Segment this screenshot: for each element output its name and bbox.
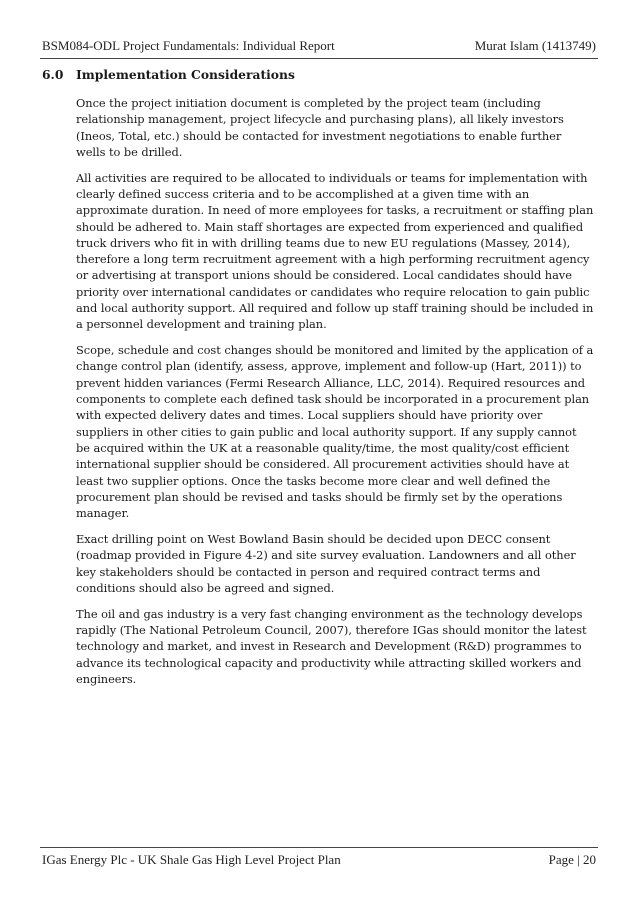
section-number: 6.0 bbox=[42, 67, 64, 82]
body-text bbox=[76, 95, 594, 697]
footer-document-title: IGas Energy Plc - UK Shale Gas High Level Project Plan bbox=[42, 852, 341, 867]
paragraph: Exact drilling point on West Bowland Basin should be decided upon DECC consent (roadmap provided in Figure 4-2) and site survey evaluation. Landowners and all other key stakeholders should be contacted in person and required contract terms and conditions should also be agreed and signed. bbox=[76, 531, 576, 595]
footer-divider bbox=[40, 847, 598, 848]
section-title: Implementation Considerations bbox=[76, 67, 295, 82]
section-heading bbox=[42, 67, 295, 82]
paragraph: The oil and gas industry is a very fast changing environment as the technology develops rapidly (The National Petroleum Council, 2007), therefore IGas should monitor the latest technology and market, and invest in Research and Development (R&D) programmes to advance its technological capacity and productivity while attracting skilled workers and engineers. bbox=[76, 606, 587, 686]
header-report-title: BSM084-ODL Project Fundamentals: Individual Report bbox=[42, 38, 335, 53]
page-header bbox=[42, 38, 596, 54]
page-footer bbox=[42, 852, 596, 868]
header-author: Murat Islam (1413749) bbox=[474, 38, 596, 53]
paragraph: Scope, schedule and cost changes should be monitored and limited by the application of a change control plan (identify, assess, approve, implement and follow-up (Hart, 2011)) to prevent hidden variances (Fermi Research Alliance, LLC, 2014). Required resources and components to complete each defined task should be incorporated in a procurement plan with expected delivery dates and times. Local suppliers should have priority over suppliers in other cities to gain public and local authority support. If any supply cannot be acquired within the UK at a reasonable quality/time, the most quality/cost efficient international supplier should be considered. All procurement activities should have at least two supplier options. Once the tasks become more clear and well defined the procurement plan should be revised and tasks should be firmly set by the operations manager. bbox=[76, 343, 594, 521]
page-number: Page | 20 bbox=[548, 852, 596, 867]
paragraph: All activities are required to be allocated to individuals or teams for implementation with clearly defined success criteria and to be accomplished at a given time with an approximate duration. In need of more employees for tasks, a recruitment or staffing plan should be adhered to. Main staff shortages are expected from experienced and qualified truck drivers who fit in with drilling teams due to new EU regulations (Massey, 2014), therefore a long term recruitment agreement with a high performing recruitment agency or advertising at transport unions should be considered. Local candidates should have priority over international candidates or candidates who require relocation to gain public and local authority support. All required and follow up staff training should be included in a personnel development and training plan. bbox=[76, 170, 594, 332]
paragraph: Once the project initiation document is completed by the project team (including relationship management, project lifecycle and purchasing plans), all likely investors (Ineos, Total, etc.) should be contacted for investment negotiations to enable further wells to be drilled. bbox=[76, 96, 564, 159]
header-divider bbox=[40, 58, 598, 59]
